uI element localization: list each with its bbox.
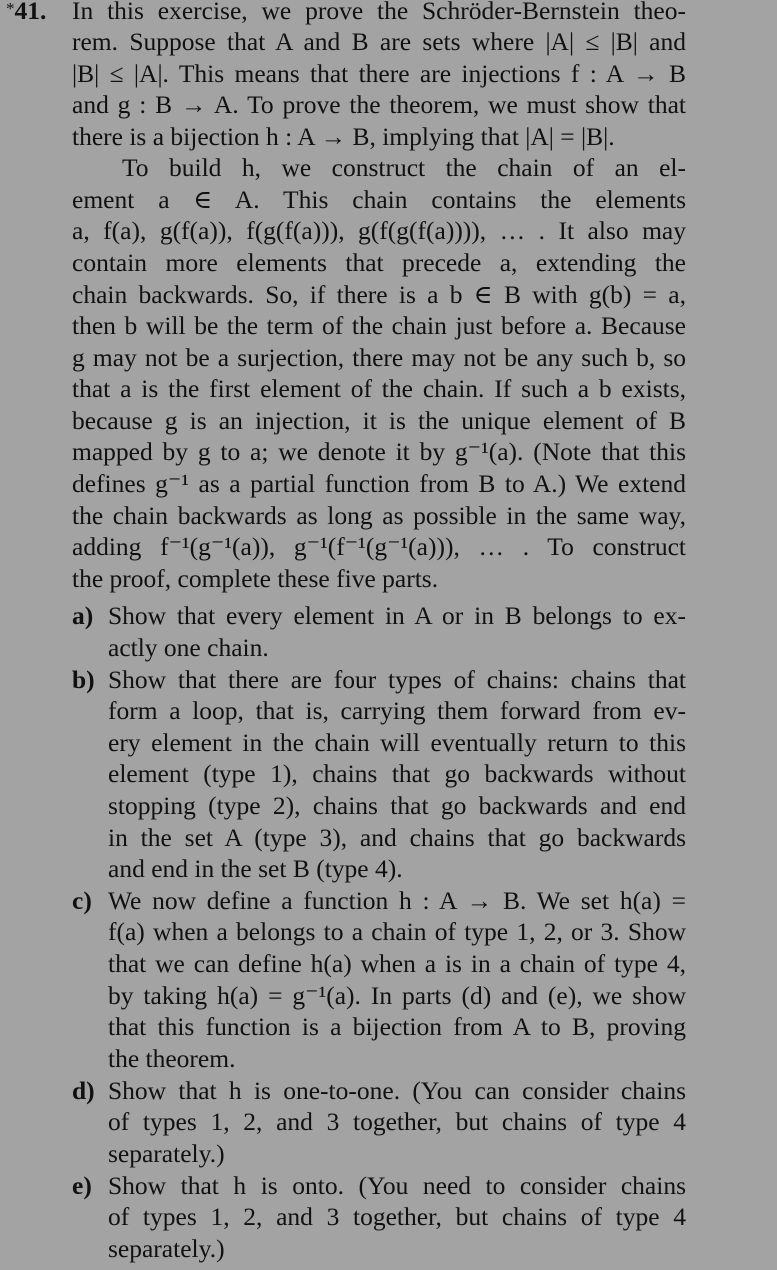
text-line: a, f(a), g(f(a)), f(g(f(a))), g(f(g(f(a)))), … . It also may [72,216,686,245]
part-line: the theorem. [108,1044,236,1073]
text-line: ement a ∈ A. This chain contains the elements [72,185,686,214]
part-label: d) [72,1076,95,1105]
part-line: actly one chain. [108,633,269,662]
part-label: c) [72,886,92,915]
part-line: and end in the set B (type 4). [108,854,403,883]
text-line: adding f⁻¹(g⁻¹(a)), g⁻¹(f⁻¹(g⁻¹(a))), … . To construct [72,532,686,561]
text-line: that a is the first element of the chain. If such a b exists, [72,374,686,403]
part-line: of types 1, 2, and 3 together, but chains of type 4 [108,1107,686,1136]
text-line: contain more elements that precede a, extending the [72,248,686,277]
exercise-number [6,0,46,27]
part-line: that we can define h(a) when a is in a chain of type 4, [108,949,686,978]
part-line: Show that h is one-to-one. (You can consider chains [108,1076,686,1105]
part-line: that this function is a bijection from A to B, proving [108,1012,686,1041]
text-line: chain backwards. So, if there is a b ∈ B with g(b) = a, [72,280,686,309]
text-line: because g is an injection, it is the unique element of B [72,406,686,435]
text-line: To build h, we construct the chain of an el- [122,153,686,182]
text-line: and g : B → A. To prove the theorem, we must show that [72,90,686,119]
text-line: In this exercise, we prove the Schröder-Bernstein theo- [72,0,686,25]
part-label: e) [72,1171,92,1200]
part-line: form a loop, that is, carrying them forward from ev- [108,696,686,725]
part-line: element (type 1), chains that go backwards without [108,759,686,788]
text-line: |B| ≤ |A|. This means that there are injections f : A → B [72,59,686,88]
part-line: by taking h(a) = g⁻¹(a). In parts (d) and (e), we show [108,981,686,1010]
text-line: g may not be a surjection, there may not be any such b, so [72,343,686,372]
exercise-star: * [6,0,15,18]
part-line: in the set A (type 3), and chains that go backwards [108,823,686,852]
part-line: of types 1, 2, and 3 together, but chains of type 4 [108,1202,686,1231]
part-line: Show that every element in A or in B belongs to ex- [108,601,686,630]
text-line: then b will be the term of the chain just before a. Because [72,311,686,340]
text-line: the chain backwards as long as possible in the same way, [72,501,686,530]
part-line: stopping (type 2), chains that go backwards and end [108,791,686,820]
text-line: rem. Suppose that A and B are sets where |A| ≤ |B| and [72,27,686,56]
part-label: b) [72,665,95,694]
part-line: f(a) when a belongs to a chain of type 1, 2, or 3. Show [108,917,686,946]
part-line: Show that there are four types of chains: chains that [108,665,686,694]
text-line: the proof, complete these five parts. [72,564,439,593]
part-line: We now define a function h : A → B. We set h(a) = [108,886,686,915]
text-line: defines g⁻¹ as a partial function from B to A.) We extend [72,469,686,498]
part-line: Show that h is onto. (You need to consider chains [108,1171,686,1200]
exercise-number-text: 41. [14,0,47,25]
text-line: mapped by g to a; we denote it by g⁻¹(a). (Note that this [72,437,686,466]
part-label: a) [72,601,94,630]
part-line: separately.) [108,1234,225,1263]
part-line: separately.) [108,1139,225,1168]
part-line: ery element in the chain will eventually return to this [108,728,686,757]
text-line: there is a bijection h : A → B, implying that |A| = |B|. [72,122,615,151]
